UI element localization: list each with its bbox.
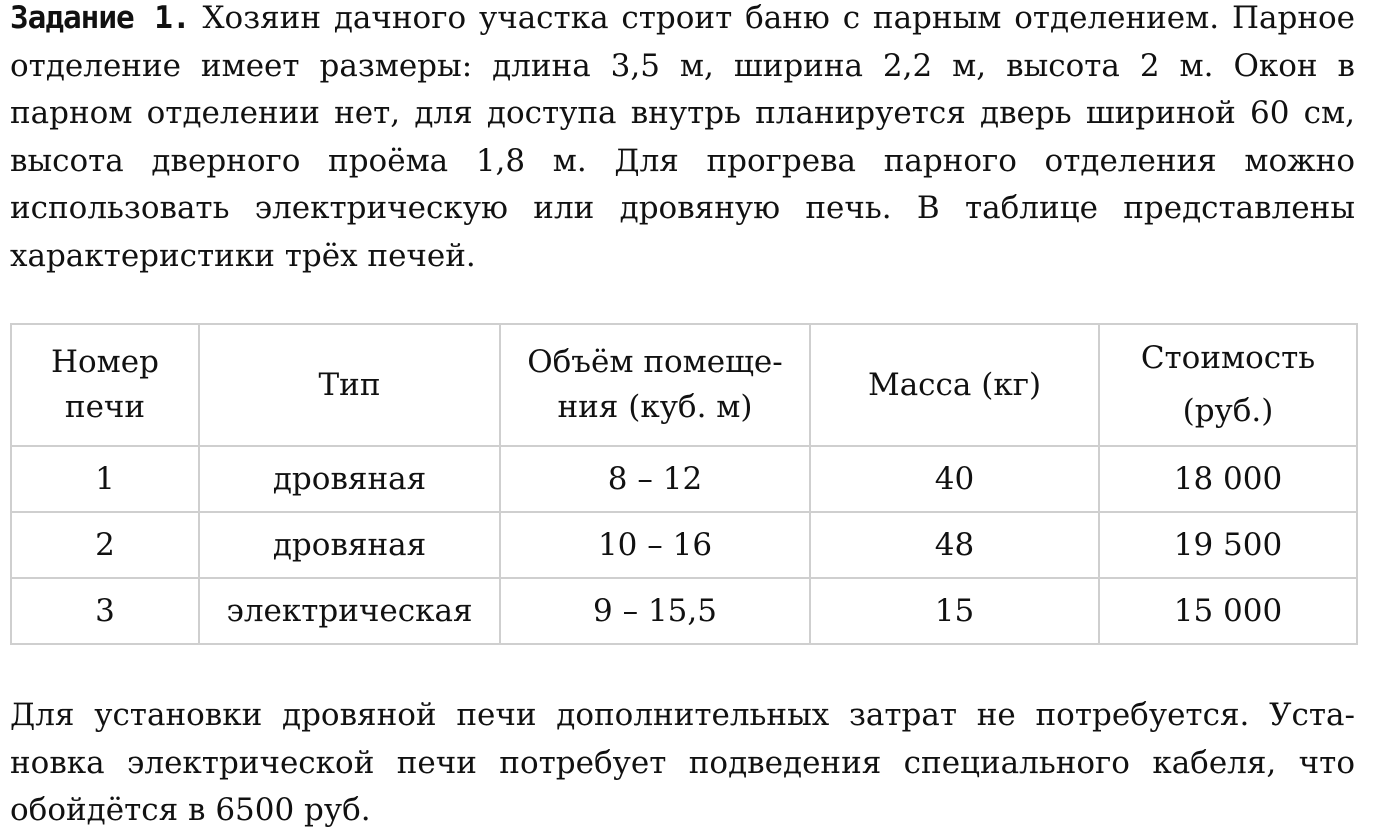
task-intro-paragraph bbox=[10, 0, 1355, 280]
task-label: Задание 1. bbox=[10, 0, 190, 36]
task-intro-text: Хозяин дачного участка строит баню с парным отделением. Парное отделение имеет размеры: длина 3,5 м, ширина 2,2 м, высота 2 м. Окон в парном отделении нет, для доступа внутрь планируется дверь шириной 60 см, высота дверного проёма 1,8 м. Для прогрева парного отделения можно использовать электрическую или дровяную печь. В таблице представлены характеристики трёх печей. bbox=[10, 0, 1355, 274]
cell-mass: 48 bbox=[810, 512, 1099, 578]
table-row bbox=[11, 446, 1357, 512]
header-mass: Масса (кг) bbox=[810, 324, 1099, 446]
task-outro-paragraph: Для установки дровяной печи дополнительных затрат не потребуется. Установка электрической печи потребует подведения специального кабеля, что обойдётся в 6500 руб. bbox=[10, 697, 1355, 828]
cell-stove-number: 3 bbox=[11, 578, 199, 644]
cell-mass: 40 bbox=[810, 446, 1099, 512]
cell-type: электрическая bbox=[199, 578, 500, 644]
cell-cost: 18 000 bbox=[1099, 446, 1357, 512]
cell-mass: 15 bbox=[810, 578, 1099, 644]
header-room-volume: Объём помеще- ния (куб. м) bbox=[500, 324, 810, 446]
cell-stove-number: 1 bbox=[11, 446, 199, 512]
table-header-row bbox=[11, 324, 1357, 446]
cell-cost: 15 000 bbox=[1099, 578, 1357, 644]
table-row bbox=[11, 512, 1357, 578]
header-type: Тип bbox=[199, 324, 500, 446]
cell-room-volume: 9 – 15,5 bbox=[500, 578, 810, 644]
cell-room-volume: 8 – 12 bbox=[500, 446, 810, 512]
stoves-table bbox=[10, 323, 1358, 645]
header-cost: Стоимость (руб.) bbox=[1099, 324, 1357, 446]
table-row bbox=[11, 578, 1357, 644]
cell-room-volume: 10 – 16 bbox=[500, 512, 810, 578]
cell-type: дровяная bbox=[199, 512, 500, 578]
cell-cost: 19 500 bbox=[1099, 512, 1357, 578]
cell-type: дровяная bbox=[199, 446, 500, 512]
header-stove-number: Номер печи bbox=[11, 324, 199, 446]
cell-stove-number: 2 bbox=[11, 512, 199, 578]
